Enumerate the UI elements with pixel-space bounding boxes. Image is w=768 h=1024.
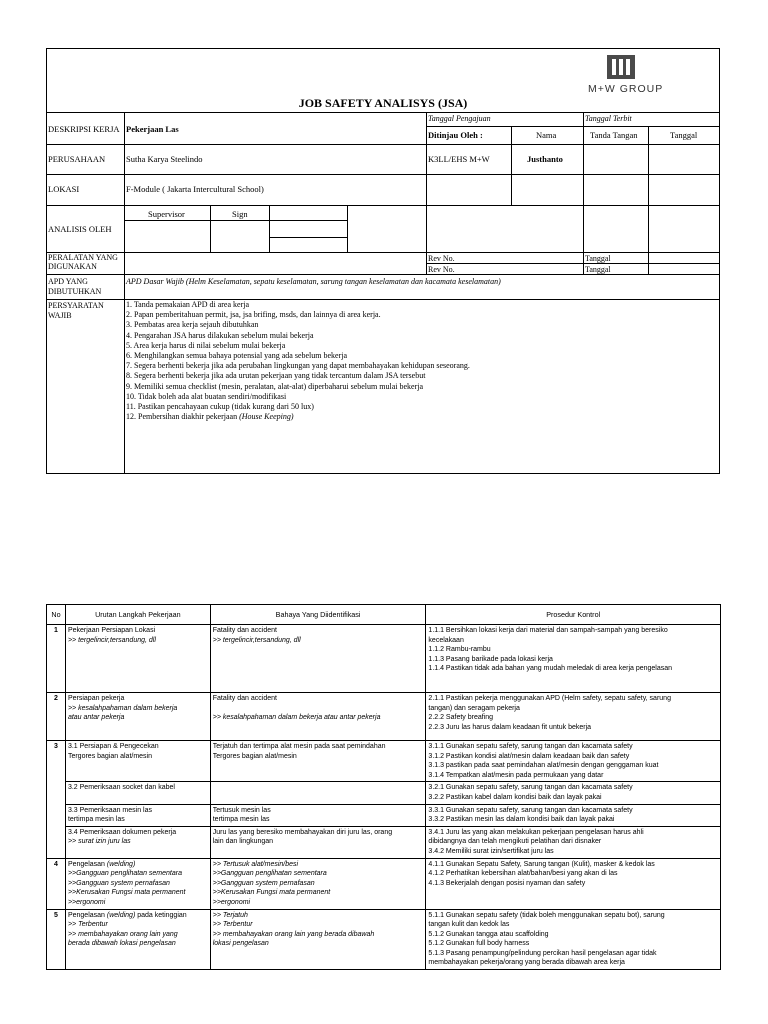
row-no: 3	[47, 741, 66, 859]
deskripsi-value: Pekerjaan Las	[126, 124, 179, 134]
table-row	[47, 826, 721, 858]
row-step: 3.1 Persiapan & Pengecekan Tergores bagian alat/mesin	[65, 741, 210, 782]
row-hazard: Terjatuh dan tertimpa alat mesin pada saat pemindahan Tergores bagian alat/mesin	[210, 741, 426, 782]
table-row	[47, 625, 721, 693]
persyaratan-label: PERSYARATAN WAJIB	[48, 301, 104, 320]
ditinjau-oleh: Ditinjau Oleh :	[428, 130, 483, 140]
perusahaan-value: Sutha Karya Steelindo	[126, 154, 203, 164]
row-step: Pengelasan (welding) pada ketinggian >> Terbentur >> membahayakan orang lain yang berada dibawah lokasi pengelasan	[65, 909, 210, 970]
row-hazard: >> Tertusuk alat/mesin/besi >>Gangguan penglihatan sementara >>Gangguan system pernafasan >>Kerusakan Fungsi mata permanent >>ergonomi	[210, 858, 426, 909]
row-step: Pengelasan (welding) >>Gangguan penglihatan sementara >>Gangguan system pernafasan >>Kerusakan Fungsi mata permanent >>ergonomi	[65, 858, 210, 909]
row-control: 3.1.1 Gunakan sepatu safety, sarung tangan dan kacamata safety 3.1.2 Pastikan kondisi alat/mesin dalam keadaan baik dan safety 3.1.3 pastikan pada saat pemindahan alat/mesin dengan genggaman kuat 3.1.4 Tempatkan alat/mesin pada permukaan yang datar	[426, 741, 721, 782]
tanggal-1: Tanggal	[585, 254, 611, 263]
row-control: 3.2.1 Gunakan sepatu safety, sarung tangan dan kacamata safety 3.2.2 Pastikan kabel dalam kondisi baik dan layak pakai	[426, 782, 721, 804]
row-no: 5	[47, 909, 66, 970]
requirement-12-text: 12. Pembersihan diakhir pekerjaan	[126, 412, 240, 422]
deskripsi-label: DESKRIPSI KERJA	[48, 124, 120, 134]
perusahaan-label: PERUSAHAAN	[48, 154, 106, 164]
lokasi-label: LOKASI	[48, 184, 80, 194]
row-step: 3.2 Pemeriksaan socket dan kabel	[65, 782, 210, 804]
table-row	[47, 693, 721, 741]
requirement-item: 4. Pengarahan JSA harus dilakukan sebelum mulai bekerja	[126, 330, 314, 340]
lokasi-value: F-Module ( Jakarta Intercultural School)	[126, 184, 264, 194]
supervisor-label: Supervisor	[148, 209, 185, 219]
logo-text: M+W GROUP	[588, 83, 664, 95]
requirement-item: 1. Tanda pemakaian APD di area kerja	[126, 300, 250, 309]
row-hazard: Tertusuk mesin las tertimpa mesin las	[210, 804, 426, 826]
k3ll-name: Justhanto	[527, 154, 563, 164]
apd-label: APD YANG DIBUTUHKAN	[48, 277, 102, 296]
requirement-item: 2. Papan pemberitahuan permit, jsa, jsa brifing, msds, dan lainnya di area kerja.	[126, 310, 381, 320]
apd-value: APD Dasar Wajib (Helm Keselamatan, sepatu keselamatan, sarung tangan keselamatan dan kacamata keselamatan)	[126, 277, 501, 286]
col-tanda-tangan: Tanda Tangan	[590, 130, 638, 140]
jsa-table	[46, 604, 721, 970]
header-control: Prosedur Kontrol	[426, 605, 721, 625]
tanggal-pengajuan: Tanggal Pengajuan	[428, 114, 491, 123]
table-row	[47, 804, 721, 826]
row-hazard: Juru las yang beresiko membahayakan diri juru las, orang lain dan lingkungan	[210, 826, 426, 858]
row-control: 4.1.1 Gunakan Sepatu Safety, Sarung tangan (Kulit), masker & kedok las 4.1.2 Perhatikan kebersihan alat/bahan/besi yang akan di las 4.1.3 Bekerjalah dengan posisi nyaman dan safety	[426, 858, 721, 909]
row-hazard: Fatality dan accident >> tergelincir,tersandung, dll	[210, 625, 426, 693]
table-row	[47, 741, 721, 782]
peralatan-label: PERALATAN YANG DIGUNAKAN	[48, 254, 118, 271]
tanggal-2: Tanggal	[585, 265, 611, 274]
tanggal-terbit: Tanggal Terbit	[585, 114, 632, 123]
row-control: 5.1.1 Gunakan sepatu safety (tidak boleh menggunakan sepatu bot), sarung tangan kulit dan kedok las 5.1.2 Gunakan tangga atau scaffolding 5.1.2 Gunakan full body harness 5.1.3 Pasang penampung/pelindung percikan hasil pengelasan agar tidak membahayakan pekerja/orang yang berada dibawah area kerja	[426, 909, 721, 970]
requirement-item: 7. Segera berhenti bekerja jika ada perubahan lingkungan yang dapat membahayakan kehidupan seseorang.	[126, 361, 470, 371]
table-row	[47, 858, 721, 909]
requirement-item: 9. Memiliki semua checklist (mesin, peralatan, alat-alat) diperbaharui sebelum mulai bekerja	[126, 381, 423, 391]
row-step: 3.4 Pemeriksaan dokumen pekerja >> surat izin juru las	[65, 826, 210, 858]
page-title: JOB SAFETY ANALISYS (JSA)	[298, 96, 468, 110]
mw-group-logo-icon	[607, 55, 635, 79]
sign-label: Sign	[232, 209, 248, 219]
header-step: Urutan Langkah Pekerjaan	[65, 605, 210, 625]
k3ll-label: K3LL/EHS M+W	[428, 154, 490, 164]
row-hazard: Fatality dan accident >> kesalahpahaman dalam bekerja atau antar pekerja	[210, 693, 426, 741]
row-step: Persiapan pekerja >> kesalahpahaman dalam bekerja atau antar pekerja	[65, 693, 210, 741]
row-control: 1.1.1 Bersihkan lokasi kerja dari material dan sampah-sampah yang beresiko kecelakaan 1.1.2 Rambu-rambu 1.1.3 Pasang barikade pada lokasi kerja 1.1.4 Pastikan tidak ada bahan yang mudah meledak di area kerja pengelasan	[426, 625, 721, 693]
row-control: 3.4.1 Juru las yang akan melakukan pekerjaan pengelasan harus ahli dibidangnya dan telah mengikuti pelatihan dari disnaker 3.4.2 Memiliki surat izin/sertifikat juru las	[426, 826, 721, 858]
requirement-item: 3. Pembatas area kerja sejauh dibutuhkan	[126, 320, 259, 330]
analisis-label: ANALISIS OLEH	[48, 224, 112, 234]
requirement-item: 8. Segera berhenti bekerja jika ada urutan pekerjaan yang tidak tercantum dalam JSA tersebut	[126, 371, 426, 381]
row-hazard	[210, 782, 426, 804]
header-hazard: Bahaya Yang Diidentifikasi	[210, 605, 426, 625]
requirement-item: 11. Pastikan pencahayaan cukup (tidak kurang dari 50 lux)	[126, 402, 314, 412]
requirement-item	[126, 412, 470, 422]
row-control: 2.1.1 Pastikan pekerja menggunakan APD (Helm safety, sepatu safety, sarung tangan) dan seragam pekerja 2.2.2 Safety breafing 2.2.3 Juru las harus dalam keadaan fit untuk bekerja	[426, 693, 721, 741]
row-step: Pekerjaan Persiapan Lokasi >> tergelincir,tersandung, dll	[65, 625, 210, 693]
row-no: 2	[47, 693, 66, 741]
header-no: No	[47, 605, 66, 625]
rev-no-1: Rev No.	[428, 254, 455, 263]
rev-no-2: Rev No.	[428, 265, 455, 274]
requirements-list	[126, 300, 470, 422]
requirement-12-italic: (House Keeping)	[239, 412, 294, 422]
requirement-item: 6. Menghilangkan semua bahaya potensial yang ada sebelum bekerja	[126, 351, 348, 361]
table-row	[47, 782, 721, 804]
requirement-item: 10. Tidak boleh ada alat buatan sendiri/modifikasi	[126, 391, 287, 401]
row-control: 3.3.1 Gunakan sepatu safety, sarung tangan dan kacamata safety 3.3.2 Pastikan mesin las dalam kondisi baik dan layak pakai	[426, 804, 721, 826]
row-no: 4	[47, 858, 66, 909]
table-row	[47, 909, 721, 970]
col-nama: Nama	[536, 130, 557, 140]
row-no: 1	[47, 625, 66, 693]
requirement-item: 5. Area kerja harus di nilai sebelum mulai bekerja	[126, 340, 286, 350]
row-hazard: >> Terjatuh >> Terbentur >> membahayakan orang lain yang berada dibawah lokasi pengelasan	[210, 909, 426, 970]
row-step: 3.3 Pemeriksaan mesin las tertimpa mesin las	[65, 804, 210, 826]
col-tanggal: Tanggal	[670, 130, 698, 140]
